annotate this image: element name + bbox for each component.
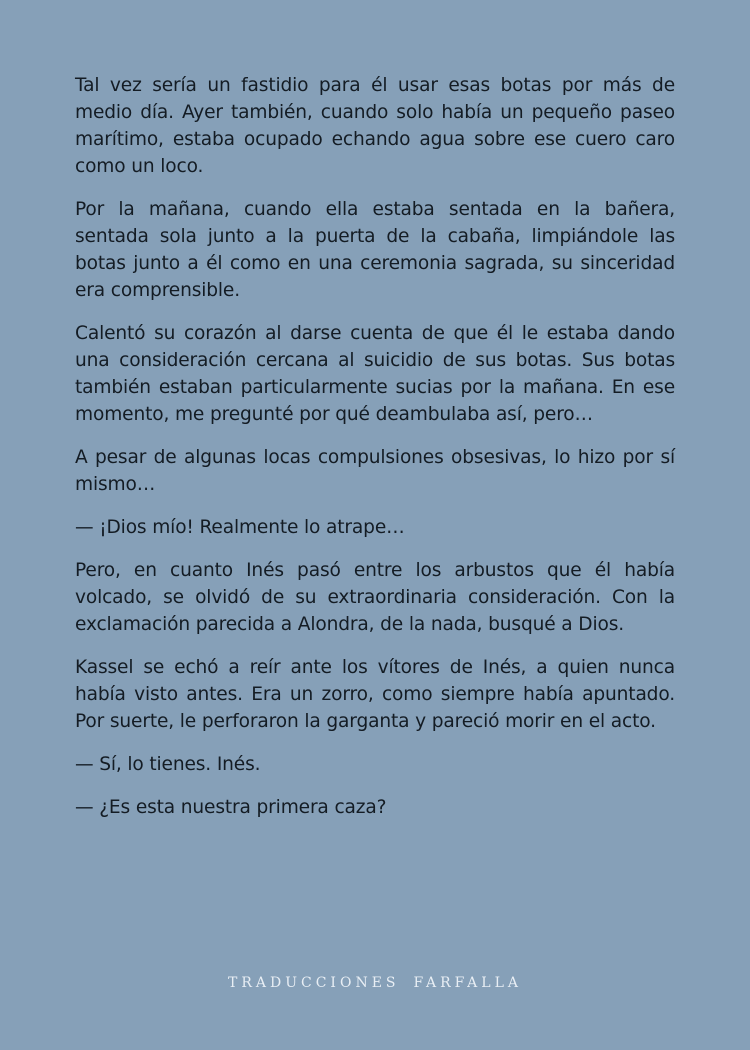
chapter-body <box>75 72 675 837</box>
dialogue-line: — ¿Es esta nuestra primera caza? <box>75 797 387 818</box>
paragraph: A pesar de algunas locas compulsiones obsesivas, lo hizo por sí mismo… <box>75 447 675 495</box>
paragraph: Tal vez sería un fastidio para él usar esas botas por más de medio día. Ayer también, cuando solo había un pequeño paseo marítimo, estaba ocupado echando agua sobre ese cuero caro como un loco. <box>75 75 675 177</box>
dialogue-line: — ¡Dios mío! Realmente lo atrape… <box>75 517 405 538</box>
paragraph: Kassel se echó a reír ante los vítores de Inés, a quien nunca había visto antes. Era un zorro, como siempre había apuntado. Por suerte, le perforaron la garganta y pareció morir en el acto. <box>75 657 675 732</box>
paragraph: Pero, en cuanto Inés pasó entre los arbustos que él había volcado, se olvidó de su extraordinaria consideración. Con la exclamación parecida a Alondra, de la nada, busqué a Dios. <box>75 560 675 635</box>
paragraph: Calentó su corazón al darse cuenta de que él le estaba dando una consideración cercana al suicidio de sus botas. Sus botas también estaban particularmente sucias por la mañana. En ese momento, me pregunté por qué deambulaba así, pero… <box>75 323 675 425</box>
dialogue-line: — Sí, lo tienes. Inés. <box>75 754 261 775</box>
translator-credit <box>0 975 750 991</box>
credit-word-1: TRADUCCIONES <box>228 975 400 991</box>
credit-word-2: FARFALLA <box>413 975 522 991</box>
paragraph: Por la mañana, cuando ella estaba sentada en la bañera, sentada sola junto a la puerta de la cabaña, limpiándole las botas junto a él como en una ceremonia sagrada, su sinceridad era comprensible. <box>75 199 675 301</box>
